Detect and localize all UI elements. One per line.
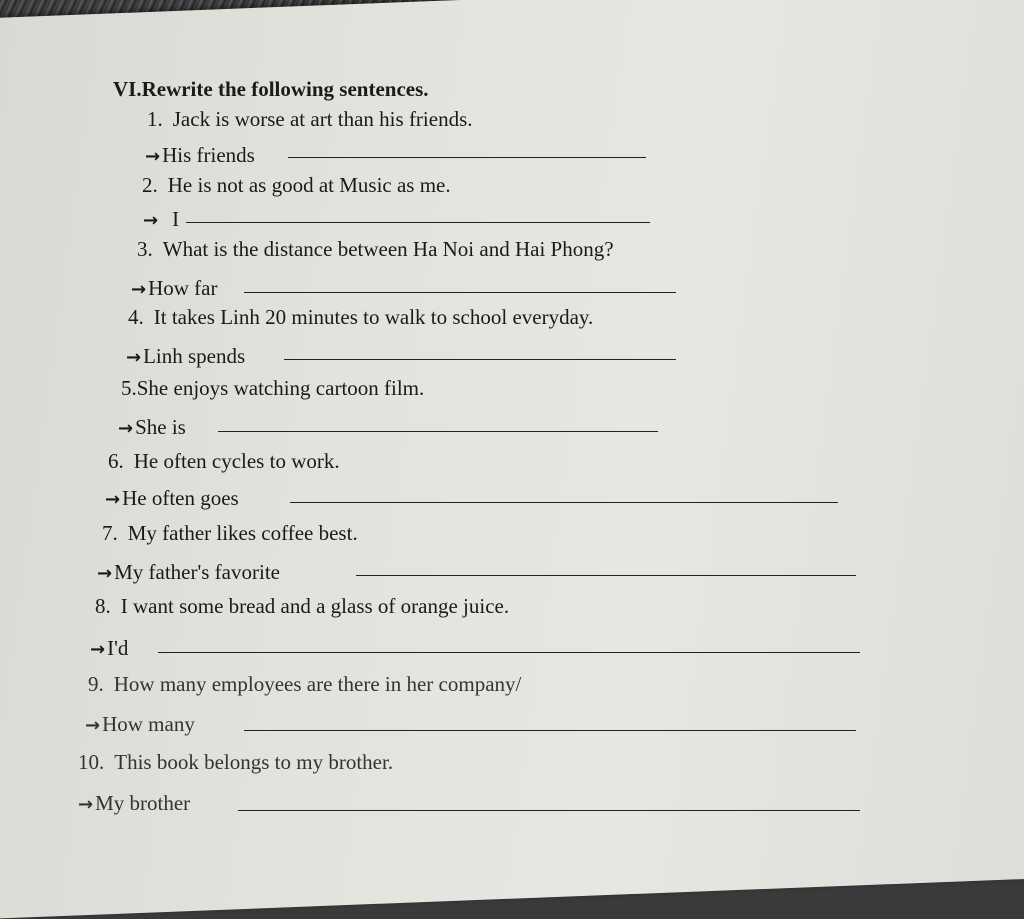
arrow-icon: →: [118, 418, 134, 439]
arrow-icon: →: [131, 279, 147, 300]
item-sentence: My father likes coffee best.: [127, 521, 358, 545]
answer-blank[interactable]: [290, 502, 838, 503]
answer-prefix: She is: [135, 415, 186, 439]
answer-line: [97, 559, 280, 587]
item-sentence: I want some bread and a glass of orange juice.: [120, 594, 510, 618]
item-sentence: This book belongs to my brother.: [114, 750, 394, 774]
answer-blank[interactable]: [186, 222, 650, 223]
answer-line: [85, 711, 195, 739]
answer-prefix: I: [172, 207, 180, 231]
item-sentence: It takes Linh 20 minutes to walk to school everyday.: [153, 305, 594, 329]
item-sentence: He often cycles to work.: [133, 449, 340, 473]
item-number: 9.: [88, 672, 104, 696]
answer-blank[interactable]: [284, 359, 676, 360]
answer-line: [143, 206, 179, 234]
answer-prefix: How many: [102, 712, 195, 736]
arrow-icon: →: [90, 639, 106, 660]
answer-line: [126, 343, 245, 371]
exercise-item: [137, 236, 614, 262]
exercise-item: [128, 304, 593, 330]
arrow-icon: →: [145, 146, 161, 167]
answer-line: [131, 275, 217, 303]
exercise-item: [88, 671, 521, 697]
exercise-item: [142, 172, 451, 198]
section-heading: VI.Rewrite the following sentences.: [113, 77, 429, 101]
answer-blank[interactable]: [218, 431, 658, 432]
answer-blank[interactable]: [244, 730, 856, 731]
arrow-icon: →: [143, 210, 159, 231]
item-number: 4.: [128, 305, 144, 329]
item-number: 3.: [137, 237, 153, 261]
answer-blank[interactable]: [238, 810, 860, 811]
item-number: 2.: [142, 173, 158, 197]
answer-prefix: He often goes: [122, 486, 239, 510]
item-number: 1.: [147, 107, 163, 131]
answer-prefix: I'd: [107, 636, 129, 660]
answer-line: [145, 142, 255, 170]
answer-blank[interactable]: [244, 292, 676, 293]
answer-blank[interactable]: [356, 575, 856, 576]
item-sentence: What is the distance between Ha Noi and Hai Phong?: [162, 237, 614, 261]
answer-prefix: My brother: [95, 791, 191, 815]
arrow-icon: →: [126, 347, 142, 368]
answer-blank[interactable]: [158, 652, 860, 653]
answer-prefix: How far: [148, 276, 218, 300]
answer-blank[interactable]: [288, 157, 646, 158]
exercise-item: [147, 106, 473, 132]
arrow-icon: →: [97, 563, 113, 584]
item-number: 8.: [95, 594, 111, 618]
answer-prefix: My father's favorite: [114, 560, 280, 584]
arrow-icon: →: [105, 489, 121, 510]
exercise-item: [95, 593, 509, 619]
item-number: 10.: [78, 750, 105, 774]
item-number: 5.: [121, 376, 137, 400]
item-sentence: She enjoys watching cartoon film.: [136, 376, 425, 400]
arrow-icon: →: [78, 794, 94, 815]
answer-line: [105, 485, 239, 513]
item-sentence: Jack is worse at art than his friends.: [172, 107, 473, 131]
exercise-item: [78, 749, 393, 775]
item-number: 7.: [102, 521, 118, 545]
item-sentence: He is not as good at Music as me.: [167, 173, 451, 197]
exercise-item: [102, 520, 358, 546]
item-sentence: How many employees are there in her company/: [113, 672, 522, 696]
exercise-item: [121, 375, 424, 401]
exercise-item: [108, 448, 340, 474]
item-number: 6.: [108, 449, 124, 473]
arrow-icon: →: [85, 715, 101, 736]
answer-line: [90, 635, 128, 663]
answer-prefix: Linh spends: [143, 344, 246, 368]
answer-line: [118, 414, 186, 442]
answer-line: [78, 790, 190, 818]
answer-prefix: His friends: [162, 143, 255, 167]
